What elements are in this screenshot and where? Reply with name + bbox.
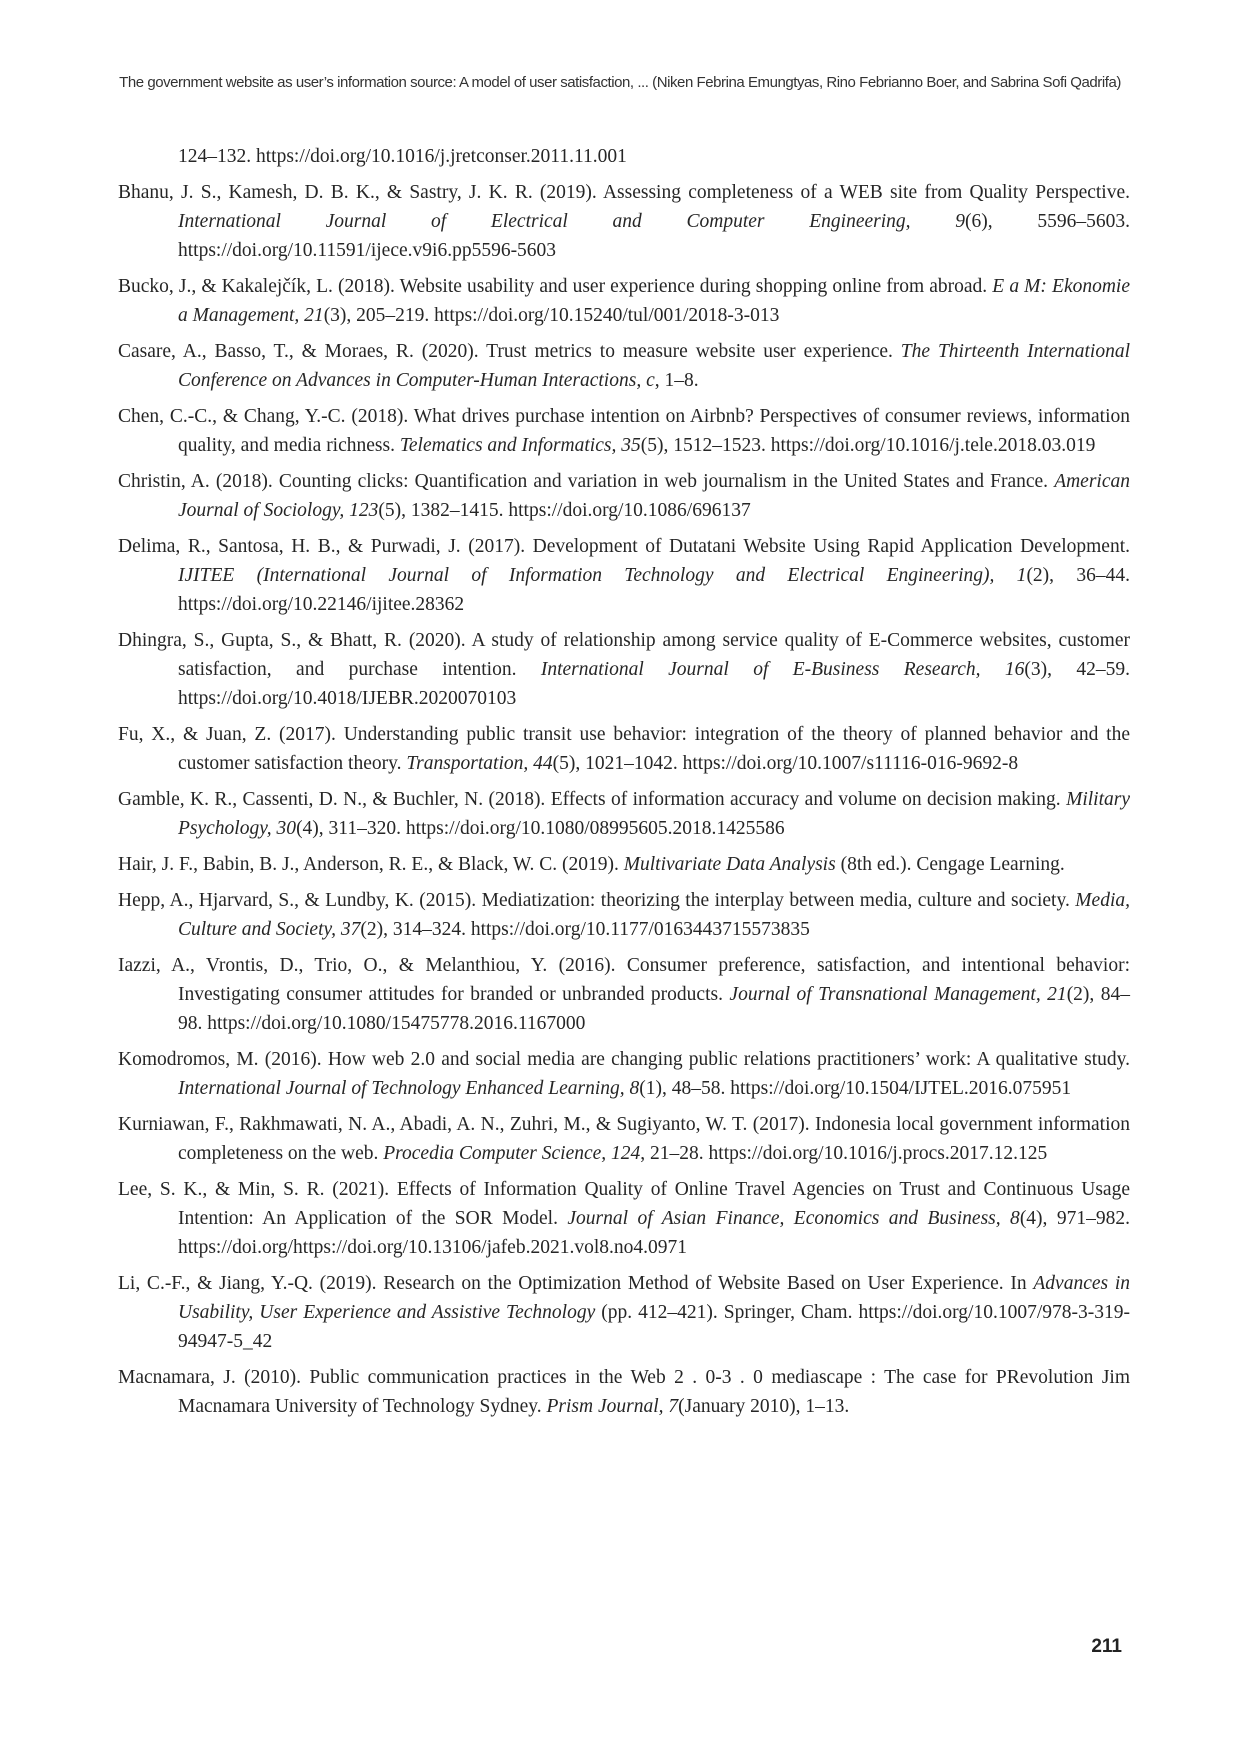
reference-source: Procedia Computer Science, 124 (383, 1143, 641, 1164)
page-number: 211 (1091, 1636, 1122, 1657)
reference-entry (118, 951, 1130, 1038)
reference-details: (4), 311–320. https://doi.org/10.1080/08995605.2018.1425586 (296, 818, 785, 839)
reference-entry (118, 1110, 1130, 1168)
reference-source: Advances in Usability, User Experience and Assistive Technology (178, 1273, 1130, 1323)
reference-details: (5), 1382–1415. https://doi.org/10.1086/696137 (378, 500, 751, 521)
reference-details: (5), 1512–1523. https://doi.org/10.1016/j.tele.2018.03.019 (640, 435, 1096, 456)
reference-text: Lee, S. K., & Min, S. R. (2021). Effects of Information Quality of Online Travel Agencies on Trust and Continuous Usage Intention: An Application of the SOR Model. (118, 1179, 1130, 1229)
reference-entry (118, 402, 1130, 460)
reference-entry (118, 1175, 1130, 1262)
reference-entry (118, 532, 1130, 619)
reference-list (118, 142, 1130, 1428)
reference-source: International Journal of Electrical and Computer Engineering, 9 (178, 211, 966, 232)
reference-entry (118, 1045, 1130, 1103)
reference-entry (118, 886, 1130, 944)
reference-details: (pp. 412–421). Springer, Cham. https://doi.org/10.1007/978-3-319-94947-5_42 (178, 1302, 1131, 1352)
reference-text: Hair, J. F., Babin, B. J., Anderson, R. E., & Black, W. C. (2019). (118, 854, 624, 875)
reference-text: Li, C.-F., & Jiang, Y.-Q. (2019). Research on the Optimization Method of Website Based on User Experience. In (118, 1273, 1034, 1294)
reference-entry (118, 1363, 1130, 1421)
reference-source: Journal of Transnational Management, 21 (729, 984, 1067, 1005)
reference-details: (8th ed.). Cengage Learning. (835, 854, 1065, 875)
reference-text: Bhanu, J. S., Kamesh, D. B. K., & Sastry, J. K. R. (2019). Assessing completeness of a WEB site from Quality Perspective. (118, 182, 1130, 203)
reference-source: Multivariate Data Analysis (623, 854, 836, 875)
reference-source: International Journal of E-Business Research, 16 (540, 659, 1025, 680)
reference-source: American Journal of Sociology, 123 (178, 471, 1130, 521)
reference-text: Dhingra, S., Gupta, S., & Bhatt, R. (2020). A study of relationship among service quality of E-Commerce websites, customer satisfaction, and purchase intention. (118, 630, 1130, 680)
reference-entry (118, 626, 1130, 713)
reference-entry (118, 142, 1130, 171)
reference-text: Komodromos, M. (2016). How web 2.0 and social media are changing public relations practitioners’ work: A qualitative study. (118, 1049, 1130, 1070)
reference-source: The Thirteenth International Conference on Advances in Computer-Human Interactions, c (178, 341, 1131, 391)
reference-entry (118, 272, 1130, 330)
reference-source: E a M: Ekonomie a Management, 21 (178, 276, 1131, 326)
reference-entry (118, 178, 1130, 265)
reference-entry (118, 337, 1130, 395)
reference-text: Kurniawan, F., Rakhmawati, N. A., Abadi, A. N., Zuhri, M., & Sugiyanto, W. T. (2017). Indonesia local government information completeness on the web. (118, 1114, 1130, 1164)
reference-source: Transportation, 44 (406, 753, 553, 774)
reference-source: Telematics and Informatics, 35 (399, 435, 641, 456)
running-title: The government website as user’s information source: A model of user satisfaction, ... (Niken Febrina Emungtyas, Rino Febrianno Boer, and Sabrina Sofi Qadrifa) (119, 74, 1121, 91)
reference-text: Macnamara, J. (2010). Public communication practices in the Web 2 . 0-3 . 0 mediascape : The case for PRevolution Jim Macnamara University of Technology Sydney. (118, 1367, 1130, 1417)
reference-text: Iazzi, A., Vrontis, D., Trio, O., & Melanthiou, Y. (2016). Consumer preference, satisfaction, and intentional behavior: Investigating consumer attitudes for branded or unbranded products. (118, 955, 1130, 1005)
reference-details: (5), 1021–1042. https://doi.org/10.1007/s11116-016-9692-8 (552, 753, 1019, 774)
reference-entry (118, 467, 1130, 525)
reference-details: (4), 971–982. https://doi.org/https://doi.org/10.13106/jafeb.2021.vol8.no4.0971 (178, 1208, 1130, 1258)
reference-text: Bucko, J., & Kakalejčík, L. (2018). Website usability and user experience during shopping online from abroad. (118, 276, 993, 297)
reference-details: (January 2010), 1–13. (678, 1396, 850, 1417)
reference-source: Military Psychology, 30 (178, 789, 1130, 839)
reference-text: Christin, A. (2018). Counting clicks: Quantification and variation in web journalism in the United States and France. (118, 471, 1055, 492)
reference-text: 124–132. https://doi.org/10.1016/j.jretconser.2011.11.001 (178, 146, 627, 167)
reference-details: , 1–8. (654, 370, 699, 391)
reference-details: (3), 42–59. https://doi.org/10.4018/IJEBR.2020070103 (178, 659, 1130, 709)
reference-entry (118, 720, 1130, 778)
reference-details: (6), 5596–5603. https://doi.org/10.11591/ijece.v9i6.pp5596-5603 (178, 211, 1130, 261)
reference-text: Gamble, K. R., Cassenti, D. N., & Buchler, N. (2018). Effects of information accuracy and volume on decision making. (118, 789, 1067, 810)
reference-source: Media, Culture and Society, 37 (178, 890, 1130, 940)
reference-details: (1), 48–58. https://doi.org/10.1504/IJTEL.2016.075951 (639, 1078, 1072, 1099)
reference-source: International Journal of Technology Enhanced Learning, 8 (178, 1078, 640, 1099)
reference-details: (3), 205–219. https://doi.org/10.15240/tul/001/2018-3-013 (323, 305, 780, 326)
reference-text: Fu, X., & Juan, Z. (2017). Understanding public transit use behavior: integration of the theory of planned behavior and the customer satisfaction theory. (118, 724, 1130, 774)
reference-entry (118, 850, 1130, 879)
reference-text: Chen, C.-C., & Chang, Y.-C. (2018). What drives purchase intention on Airbnb? Perspectives of consumer reviews, information quality, and media richness. (118, 406, 1130, 456)
reference-entry (118, 785, 1130, 843)
reference-entry (118, 1269, 1130, 1356)
reference-text: Hepp, A., Hjarvard, S., & Lundby, K. (2015). Mediatization: theorizing the interplay between media, culture and society. (118, 890, 1076, 911)
reference-details: (2), 84–98. https://doi.org/10.1080/15475778.2016.1167000 (178, 984, 1130, 1034)
reference-text: Delima, R., Santosa, H. B., & Purwadi, J. (2017). Development of Dutatani Website Using Rapid Application Development. (118, 536, 1130, 557)
reference-details: , 21–28. https://doi.org/10.1016/j.procs.2017.12.125 (640, 1143, 1048, 1164)
reference-source: Journal of Asian Finance, Economics and Business, 8 (567, 1208, 1020, 1229)
reference-details: (2), 314–324. https://doi.org/10.1177/0163443715573835 (360, 919, 810, 940)
reference-text: Casare, A., Basso, T., & Moraes, R. (2020). Trust metrics to measure website user experience. (118, 341, 901, 362)
reference-source: IJITEE (International Journal of Information Technology and Electrical Engineering), 1 (178, 565, 1027, 586)
reference-details: (2), 36–44. https://doi.org/10.22146/ijitee.28362 (178, 565, 1130, 615)
reference-source: Prism Journal, 7 (546, 1396, 679, 1417)
